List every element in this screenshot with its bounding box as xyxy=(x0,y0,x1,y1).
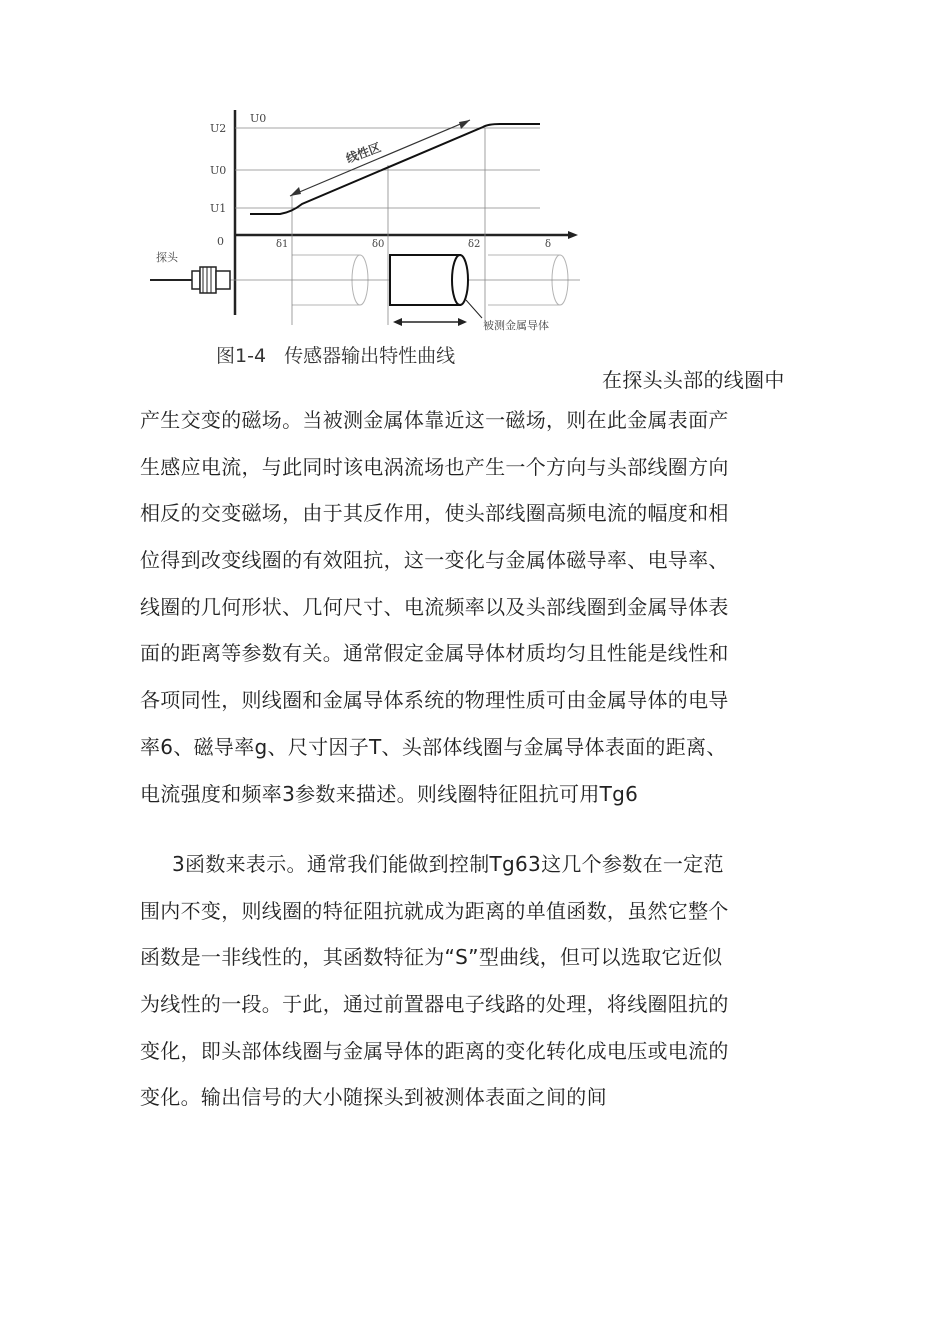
text-line: 相反的交变磁场，由于其反作用，使头部线圈高频电流的幅度和相 xyxy=(140,501,729,526)
text-line: 生感应电流，与此同时该电涡流场也产生一个方向与头部线圈方向 xyxy=(140,454,729,479)
tick-delta1: δ1 xyxy=(276,239,289,250)
cylinder-center xyxy=(390,255,468,305)
probe-icon xyxy=(150,267,230,293)
x-axis-arrow xyxy=(568,231,578,239)
linear-region-arrow xyxy=(290,120,470,196)
characteristic-curve xyxy=(250,124,540,214)
paragraph-2 xyxy=(140,841,820,1121)
tick-origin: 0 xyxy=(217,235,224,248)
y-axis-title: U0 xyxy=(250,112,267,125)
linear-region-label: 线性区 xyxy=(344,140,383,166)
text-line: 变化，即头部体线圈与金属导体的距离的变化转化成电压或电流的 xyxy=(140,1038,729,1063)
text-line: 围内不变，则线圈的特征阻抗就成为距离的单值函数，虽然它整个 xyxy=(140,898,729,923)
text-line: 线圈的几何形状、几何尺寸、电流频率以及头部线圈到金属导体表 xyxy=(140,594,729,619)
tick-u1: U1 xyxy=(210,202,227,215)
tick-u2: U2 xyxy=(210,122,227,135)
tick-u0: U0 xyxy=(210,164,227,177)
text-line: 为线性的一段。于此，通过前置器电子线路的处理，将线圈阻抗的 xyxy=(140,992,729,1017)
text-line: 位得到改变线圈的有效阻抗，这一变化与金属体磁导率、电导率、 xyxy=(140,548,729,573)
paragraph-lead-in: 在探头头部的线圈中 xyxy=(602,368,785,392)
text-line: 变化。输出信号的大小随探头到被测体表面之间的间 xyxy=(140,1085,607,1110)
sensor-output-characteristic-figure xyxy=(140,100,600,375)
probe-label: 探头 xyxy=(156,251,178,264)
text-line: 产生交变的磁场。当被测金属体靠近这一磁场，则在此金属表面产 xyxy=(140,408,729,432)
text-line: 3函数来表示。通常我们能做到控制Tg63这几个参数在一定范 xyxy=(172,852,724,876)
linear-arrow-head-left xyxy=(290,187,301,196)
text-line: 各项同性，则线圈和金属导体系统的物理性质可由金属导体的电导 xyxy=(140,688,729,713)
movement-arrow-left xyxy=(393,318,402,326)
tick-delta: δ xyxy=(545,239,552,250)
text-line: 电流强度和频率3参数来描述。则线圈特征阻抗可用Tg6 xyxy=(140,781,639,806)
text-line: 面的距离等参数有关。通常假定金属导体材质均匀且性能是线性和 xyxy=(140,641,729,666)
text-line: 率6、磁导率g、尺寸因子T、头部体线圈与金属导体表面的距离、 xyxy=(140,734,727,759)
tick-delta0: δ0 xyxy=(372,239,385,250)
movement-arrow-right xyxy=(458,318,467,326)
text-line: 函数是一非线性的，其函数特征为“S”型曲线，但可以选取它近似 xyxy=(140,945,723,970)
target-pointer xyxy=(466,300,482,318)
tick-delta2: δ2 xyxy=(468,239,481,250)
paragraph-1 xyxy=(140,397,820,817)
figure-caption: 图1-4 传感器输出特性曲线 xyxy=(216,345,456,367)
target-label: 被测金属导体 xyxy=(483,319,549,332)
